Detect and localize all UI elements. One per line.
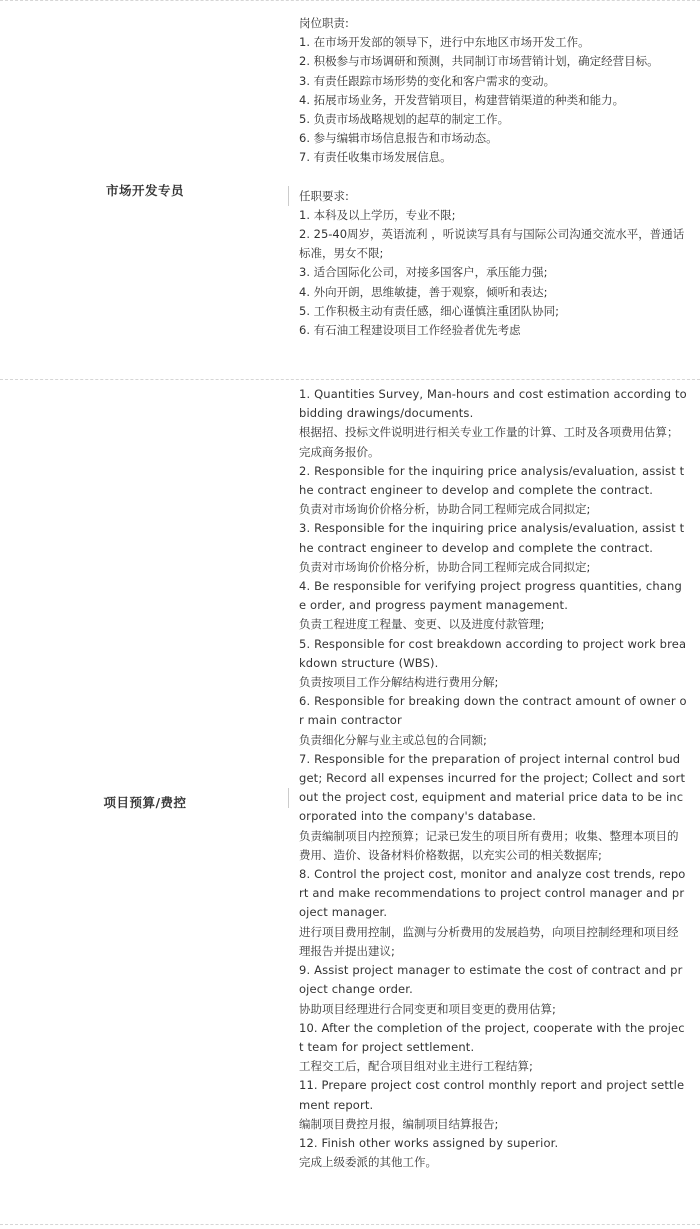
job-title: 市场开发专员 xyxy=(105,183,184,198)
duty-item-en: 5. Responsible for cost breakdown according to project work breakdown structure (WBS). xyxy=(299,636,687,670)
duty-item-zh: 工程交工后，配合项目组对业主进行工程结算; xyxy=(299,1059,533,1074)
duty-item-zh: 进行项目费用控制，监测与分析费用的发展趋势，向项目控制经理和项目经理报告并提出建议; xyxy=(299,924,679,958)
duty-item-en: 7. Responsible for the preparation of project internal control budget; Record all expenses incurred for the project; Collect and sort out the project cost, equipment and material price data to be incorporated into the company's database. xyxy=(299,751,686,824)
duty-item-zh: 根据招、投标文件说明进行相关专业工作量的计算、工时及各项费用估算；完成商务报价。 xyxy=(299,425,679,459)
duty-item-zh: 协助项目经理进行合同变更和项目变更的费用估算; xyxy=(299,1001,556,1016)
job-row-project-cost-control xyxy=(0,379,700,1225)
duty-item: 1. 在市场开发部的领导下，进行中东地区市场开发工作。 xyxy=(299,35,590,50)
duty-item-en: 2. Responsible for the inquiring price analysis/evaluation, assist the contract engineer to develop and complete the contract. xyxy=(299,463,685,498)
column-divider xyxy=(288,186,289,206)
duty-item-en: 9. Assist project manager to estimate the cost of contract and project change order. xyxy=(299,963,683,997)
duty-item-zh: 编制项目费控月报，编制项目结算报告; xyxy=(299,1116,499,1131)
requirement-item: 5. 工作积极主动有责任感，细心谨慎注重团队协同; xyxy=(299,303,559,318)
requirement-item: 6. 有石油工程建设项目工作经验者优先考虑 xyxy=(299,323,521,338)
duty-item-en: 1. Quantities Survey, Man-hours and cost estimation according to bidding drawings/documents. xyxy=(299,387,687,421)
duty-item-zh: 负责按项目工作分解结构进行费用分解; xyxy=(299,675,499,690)
job-row-market-development xyxy=(0,0,700,379)
duty-item-zh: 负责细化分解与业主或总包的合同额; xyxy=(299,732,487,747)
job-title-cell xyxy=(0,380,290,1224)
duty-item: 3. 有责任跟踪市场形势的变化和客户需求的变动。 xyxy=(299,73,556,88)
requirement-item: 2. 25-40周岁，英语流利 ，听说读写具有与国际公司沟通交流水平，普通话标准，男女不限; xyxy=(299,227,685,261)
job-title-cell xyxy=(0,1,290,379)
duty-item: 5. 负责市场战略规划的起草的制定工作。 xyxy=(299,112,510,127)
duty-item-en: 6. Responsible for breaking down the contract amount of owner or main contractor xyxy=(299,694,687,728)
duty-item-zh: 负责对市场询价价格分析，协助合同工程师完成合同拟定; xyxy=(299,502,591,517)
duty-item: 2. 积极参与市场调研和预测，共同制订市场营销计划，确定经营目标。 xyxy=(299,54,659,69)
duty-item: 7. 有责任收集市场发展信息。 xyxy=(299,150,452,165)
requirements-heading: 任职要求: xyxy=(299,188,349,203)
duty-item-zh: 完成上级委派的其他工作。 xyxy=(299,1155,437,1170)
section-gap xyxy=(299,168,687,187)
job-description xyxy=(299,380,687,1172)
column-divider xyxy=(288,788,289,808)
requirement-item: 1. 本科及以上学历，专业不限; xyxy=(299,207,456,222)
duty-item-en: 4. Be responsible for verifying project progress quantities, change order, and progress payment management. xyxy=(299,579,682,613)
duty-item: 6. 参与编辑市场信息报告和市场动态。 xyxy=(299,131,498,146)
duty-item-zh: 负责编制项目内控预算；记录已发生的项目所有费用；收集、整理本项目的费用、造价、设备材料价格数据，以充实公司的相关数据库; xyxy=(299,828,679,862)
duty-item-en: 12. Finish other works assigned by superior. xyxy=(299,1135,559,1150)
duty-item-zh: 负责工程进度工程量、变更、以及进度付款管理; xyxy=(299,617,545,632)
requirement-item: 3. 适合国际化公司，对接多国客户，承压能力强; xyxy=(299,265,548,280)
duty-item-zh: 负责对市场询价价格分析，协助合同工程师完成合同拟定; xyxy=(299,559,591,574)
job-description xyxy=(299,1,687,340)
duty-item-en: 3. Responsible for the inquiring price analysis/evaluation, assist the contract engineer to develop and complete the contract. xyxy=(299,521,685,555)
job-title: 项目预算/费控 xyxy=(103,795,187,810)
duty-item-en: 10. After the completion of the project, cooperate with the project team for project settlement. xyxy=(299,1020,685,1054)
duty-item: 4. 拓展市场业务，开发营销项目，构建营销渠道的种类和能力。 xyxy=(299,92,625,107)
duty-item-en: 8. Control the project cost, monitor and analyze cost trends, report and make recommendations to project control manager and project manager. xyxy=(299,867,686,920)
duties-heading: 岗位职责: xyxy=(299,16,349,30)
duty-item-en: 11. Prepare project cost control monthly report and project settlement report. xyxy=(299,1078,685,1112)
requirement-item: 4. 外向开朗，思维敏捷，善于观察，倾听和表达; xyxy=(299,284,548,299)
